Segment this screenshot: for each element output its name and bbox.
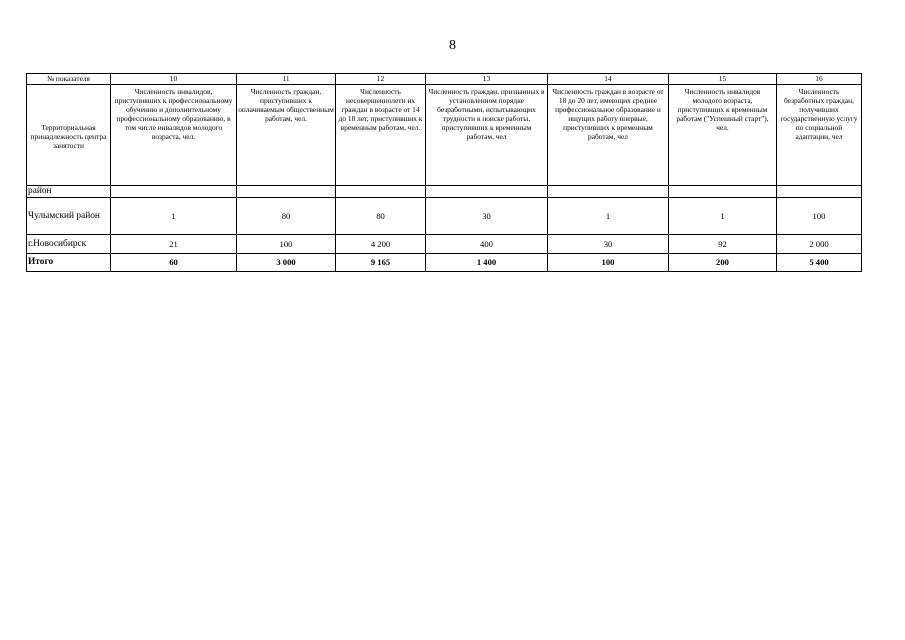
territory-header: Территориальная принадлежность центра занятости — [27, 85, 111, 186]
column-number-row — [27, 74, 862, 85]
column-number: 11 — [237, 74, 336, 85]
column-number: 14 — [548, 74, 669, 85]
column-description: Численность граждан, приступивших к оплачиваемым общественным работам, чел. — [237, 85, 336, 186]
indicators-table — [26, 73, 862, 272]
table-cell: 100 — [237, 235, 336, 254]
table-cell: 100 — [777, 198, 862, 235]
total-label: Итого — [27, 254, 111, 272]
index-label: № показателя — [27, 74, 111, 85]
column-number: 10 — [111, 74, 237, 85]
column-number: 16 — [777, 74, 862, 85]
column-number: 12 — [336, 74, 426, 85]
table-cell: 92 — [669, 235, 777, 254]
column-description: Численность безработных граждан, получивших государственную услугу по социальной адаптации, чел — [777, 85, 862, 186]
total-cell: 3 000 — [237, 254, 336, 272]
total-cell: 100 — [548, 254, 669, 272]
table-cell: 80 — [237, 198, 336, 235]
column-number: 15 — [669, 74, 777, 85]
table-cell: 400 — [426, 235, 548, 254]
row-label: район — [27, 186, 111, 198]
table-cell: 21 — [111, 235, 237, 254]
table-cell: 2 000 — [777, 235, 862, 254]
total-row — [27, 254, 862, 272]
table-cell: 30 — [548, 235, 669, 254]
total-cell: 200 — [669, 254, 777, 272]
table-row — [27, 186, 862, 198]
table-cell: 4 200 — [336, 235, 426, 254]
table-cell — [111, 186, 237, 198]
table-cell — [336, 186, 426, 198]
table-cell: 1 — [669, 198, 777, 235]
row-label: Чулымский район — [27, 198, 111, 235]
total-cell: 9 165 — [336, 254, 426, 272]
table-cell — [669, 186, 777, 198]
column-description: Численность несовершеннолетн их граждан в возрасте от 14 до 18 лет, приступивших к временным работам, чел. — [336, 85, 426, 186]
total-cell: 5 400 — [777, 254, 862, 272]
page-number: 8 — [449, 38, 456, 53]
row-label: г.Новосибирск — [27, 235, 111, 254]
column-description: Численность инвалидов молодого возраста, приступивших к временным работам ("Успешный старт"), чел. — [669, 85, 777, 186]
table-cell — [426, 186, 548, 198]
column-number: 13 — [426, 74, 548, 85]
table-cell: 30 — [426, 198, 548, 235]
total-cell: 60 — [111, 254, 237, 272]
table-cell: 1 — [111, 198, 237, 235]
column-description: Численность граждан, признанных в установленном порядке безработными, испытывающих трудности в поиске работы, приступивших к временным работам, чел — [426, 85, 548, 186]
column-description-row — [27, 85, 862, 186]
column-description: Численность граждан в возрасте от 18 до 20 лет, имеющих среднее профессиональное образование и ищущих работу впервые, приступивших к временным работам, чел — [548, 85, 669, 186]
table-row — [27, 198, 862, 235]
table-cell: 80 — [336, 198, 426, 235]
table-cell: 1 — [548, 198, 669, 235]
table-cell — [777, 186, 862, 198]
table-row — [27, 235, 862, 254]
table-cell — [237, 186, 336, 198]
total-cell: 1 400 — [426, 254, 548, 272]
table-cell — [548, 186, 669, 198]
column-description: Численность инвалидов, приступивших к профессиональному обучению и дополнительному профессиональному образованию, в том числе инвалидов молодого возраста, чел. — [111, 85, 237, 186]
